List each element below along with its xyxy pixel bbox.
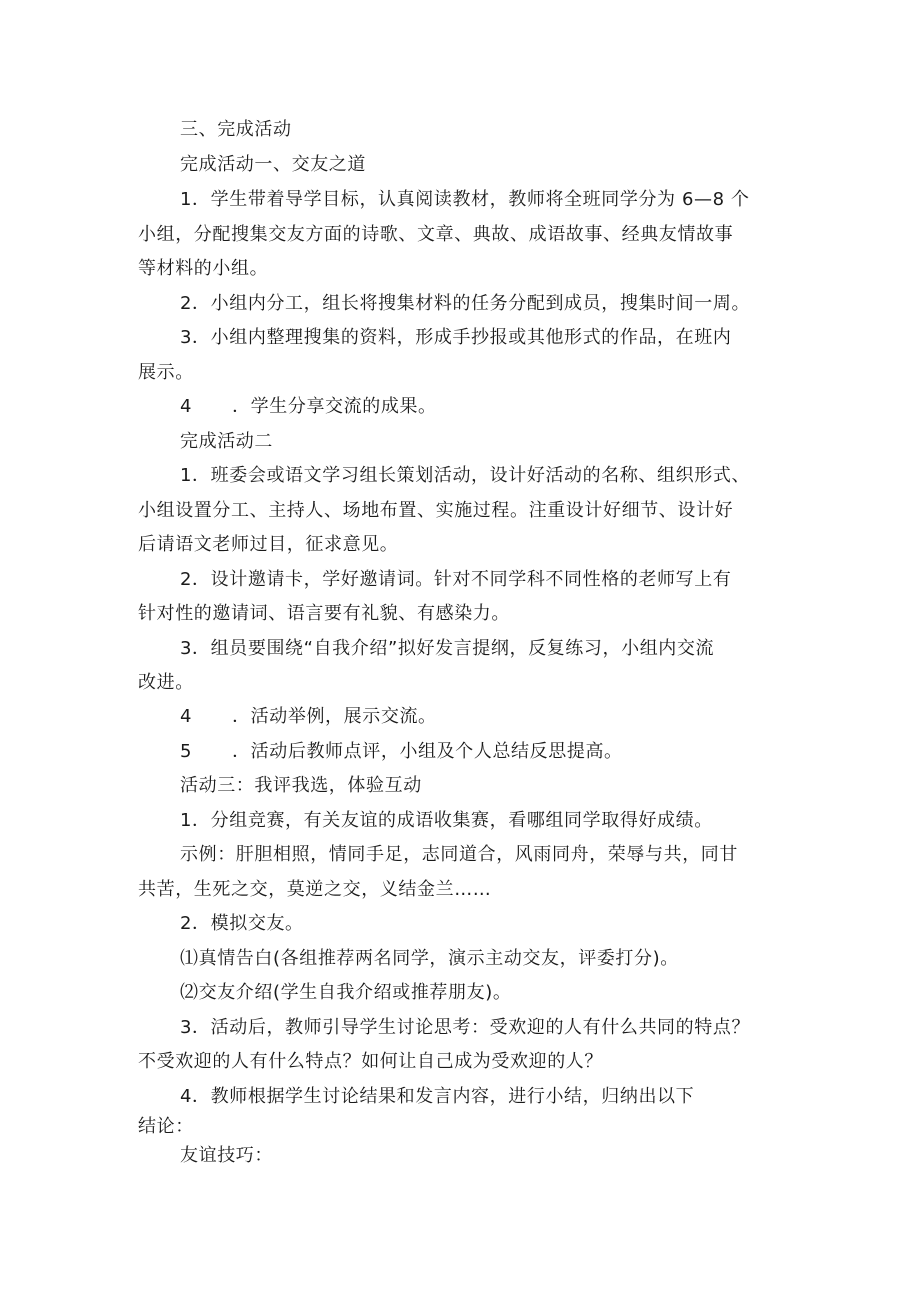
a2-item5 [180, 741, 623, 763]
a3-item1: 1．分组竞赛，有关友谊的成语收集赛，看哪组同学取得好成绩。 [180, 810, 713, 831]
a3-item4-line1: 4．教师根据学生讨论结果和发言内容，进行小结，归纳出以下 [180, 1086, 695, 1107]
a2-item3-line2: 改进。 [138, 672, 194, 693]
a3-item3-line2: 不受欢迎的人有什么特点？如何让自己成为受欢迎的人？ [138, 1051, 603, 1072]
a2-item5-number: 5 [180, 741, 193, 762]
a3-item4-line2: 结论： [138, 1116, 194, 1137]
a1-item1-line3: 等材料的小组。 [138, 258, 269, 279]
a2-item5-text: ．活动后教师点评，小组及个人总结反思提高。 [232, 741, 623, 762]
a3-sub2: ⑵交友介绍(学生自我介绍或推荐朋友)。 [180, 982, 512, 1003]
a3-item2: 2．模拟交友。 [180, 913, 304, 934]
a2-item3-line1: 3．组员要围绕“自我介绍”拟好发言提纲，反复练习，小组内交流 [180, 638, 715, 659]
a1-item1-line1: 1．学生带着导学目标，认真阅读教材，教师将全班同学分为 6—8 个 [180, 189, 750, 210]
a3-item3-line1: 3．活动后，教师引导学生讨论思考：受欢迎的人有什么共同的特点？ [180, 1017, 751, 1038]
a1-item4 [180, 396, 437, 418]
a3-example-line2: 共苦，生死之交，莫逆之交，义结金兰…… [138, 879, 492, 900]
a1-item2: 2．小组内分工，组长将搜集材料的任务分配到成员，搜集时间一周。 [180, 293, 751, 314]
a2-item1-line1: 1．班委会或语文学习组长策划活动，设计好活动的名称、组织形式、 [180, 465, 751, 486]
a2-item4 [180, 706, 437, 728]
a1-item1-line2: 小组，分配搜集交友方面的诗歌、文章、典故、成语故事、经典友情故事 [138, 224, 734, 245]
a2-item2-line1: 2．设计邀请卡，学好邀请词。针对不同学科不同性格的老师写上有 [180, 569, 732, 590]
a2-item2-line2: 针对性的邀请词、语言要有礼貌、有感染力。 [138, 603, 510, 624]
activity3-title: 活动三：我评我选，体验互动 [180, 775, 422, 796]
a1-item3-line2: 展示。 [138, 362, 194, 383]
a1-item4-text: ．学生分享交流的成果。 [232, 396, 437, 417]
a2-item4-text: ．活动举例，展示交流。 [232, 706, 437, 727]
activity2-title: 完成活动二 [180, 431, 273, 452]
a2-item1-line2: 小组设置分工、主持人、场地布置、实施过程。注重设计好细节、设计好 [138, 500, 734, 521]
a1-item3-line1: 3．小组内整理搜集的资料，形成手抄报或其他形式的作品，在班内 [180, 327, 732, 348]
friendship-tips-heading: 友谊技巧： [180, 1145, 273, 1166]
activity1-title: 完成活动一、交友之道 [180, 154, 366, 175]
section-heading: 三、完成活动 [180, 119, 292, 140]
a1-item4-number: 4 [180, 396, 193, 417]
a3-example-line1: 示例：肝胆相照，情同手足，志同道合，风雨同舟，荣辱与共，同甘 [180, 844, 738, 865]
a2-item4-number: 4 [180, 706, 193, 727]
a3-sub1: ⑴真情告白(各组推荐两名同学，演示主动交友，评委打分)。 [180, 948, 679, 969]
a2-item1-line3: 后请语文老师过目，征求意见。 [138, 534, 399, 555]
